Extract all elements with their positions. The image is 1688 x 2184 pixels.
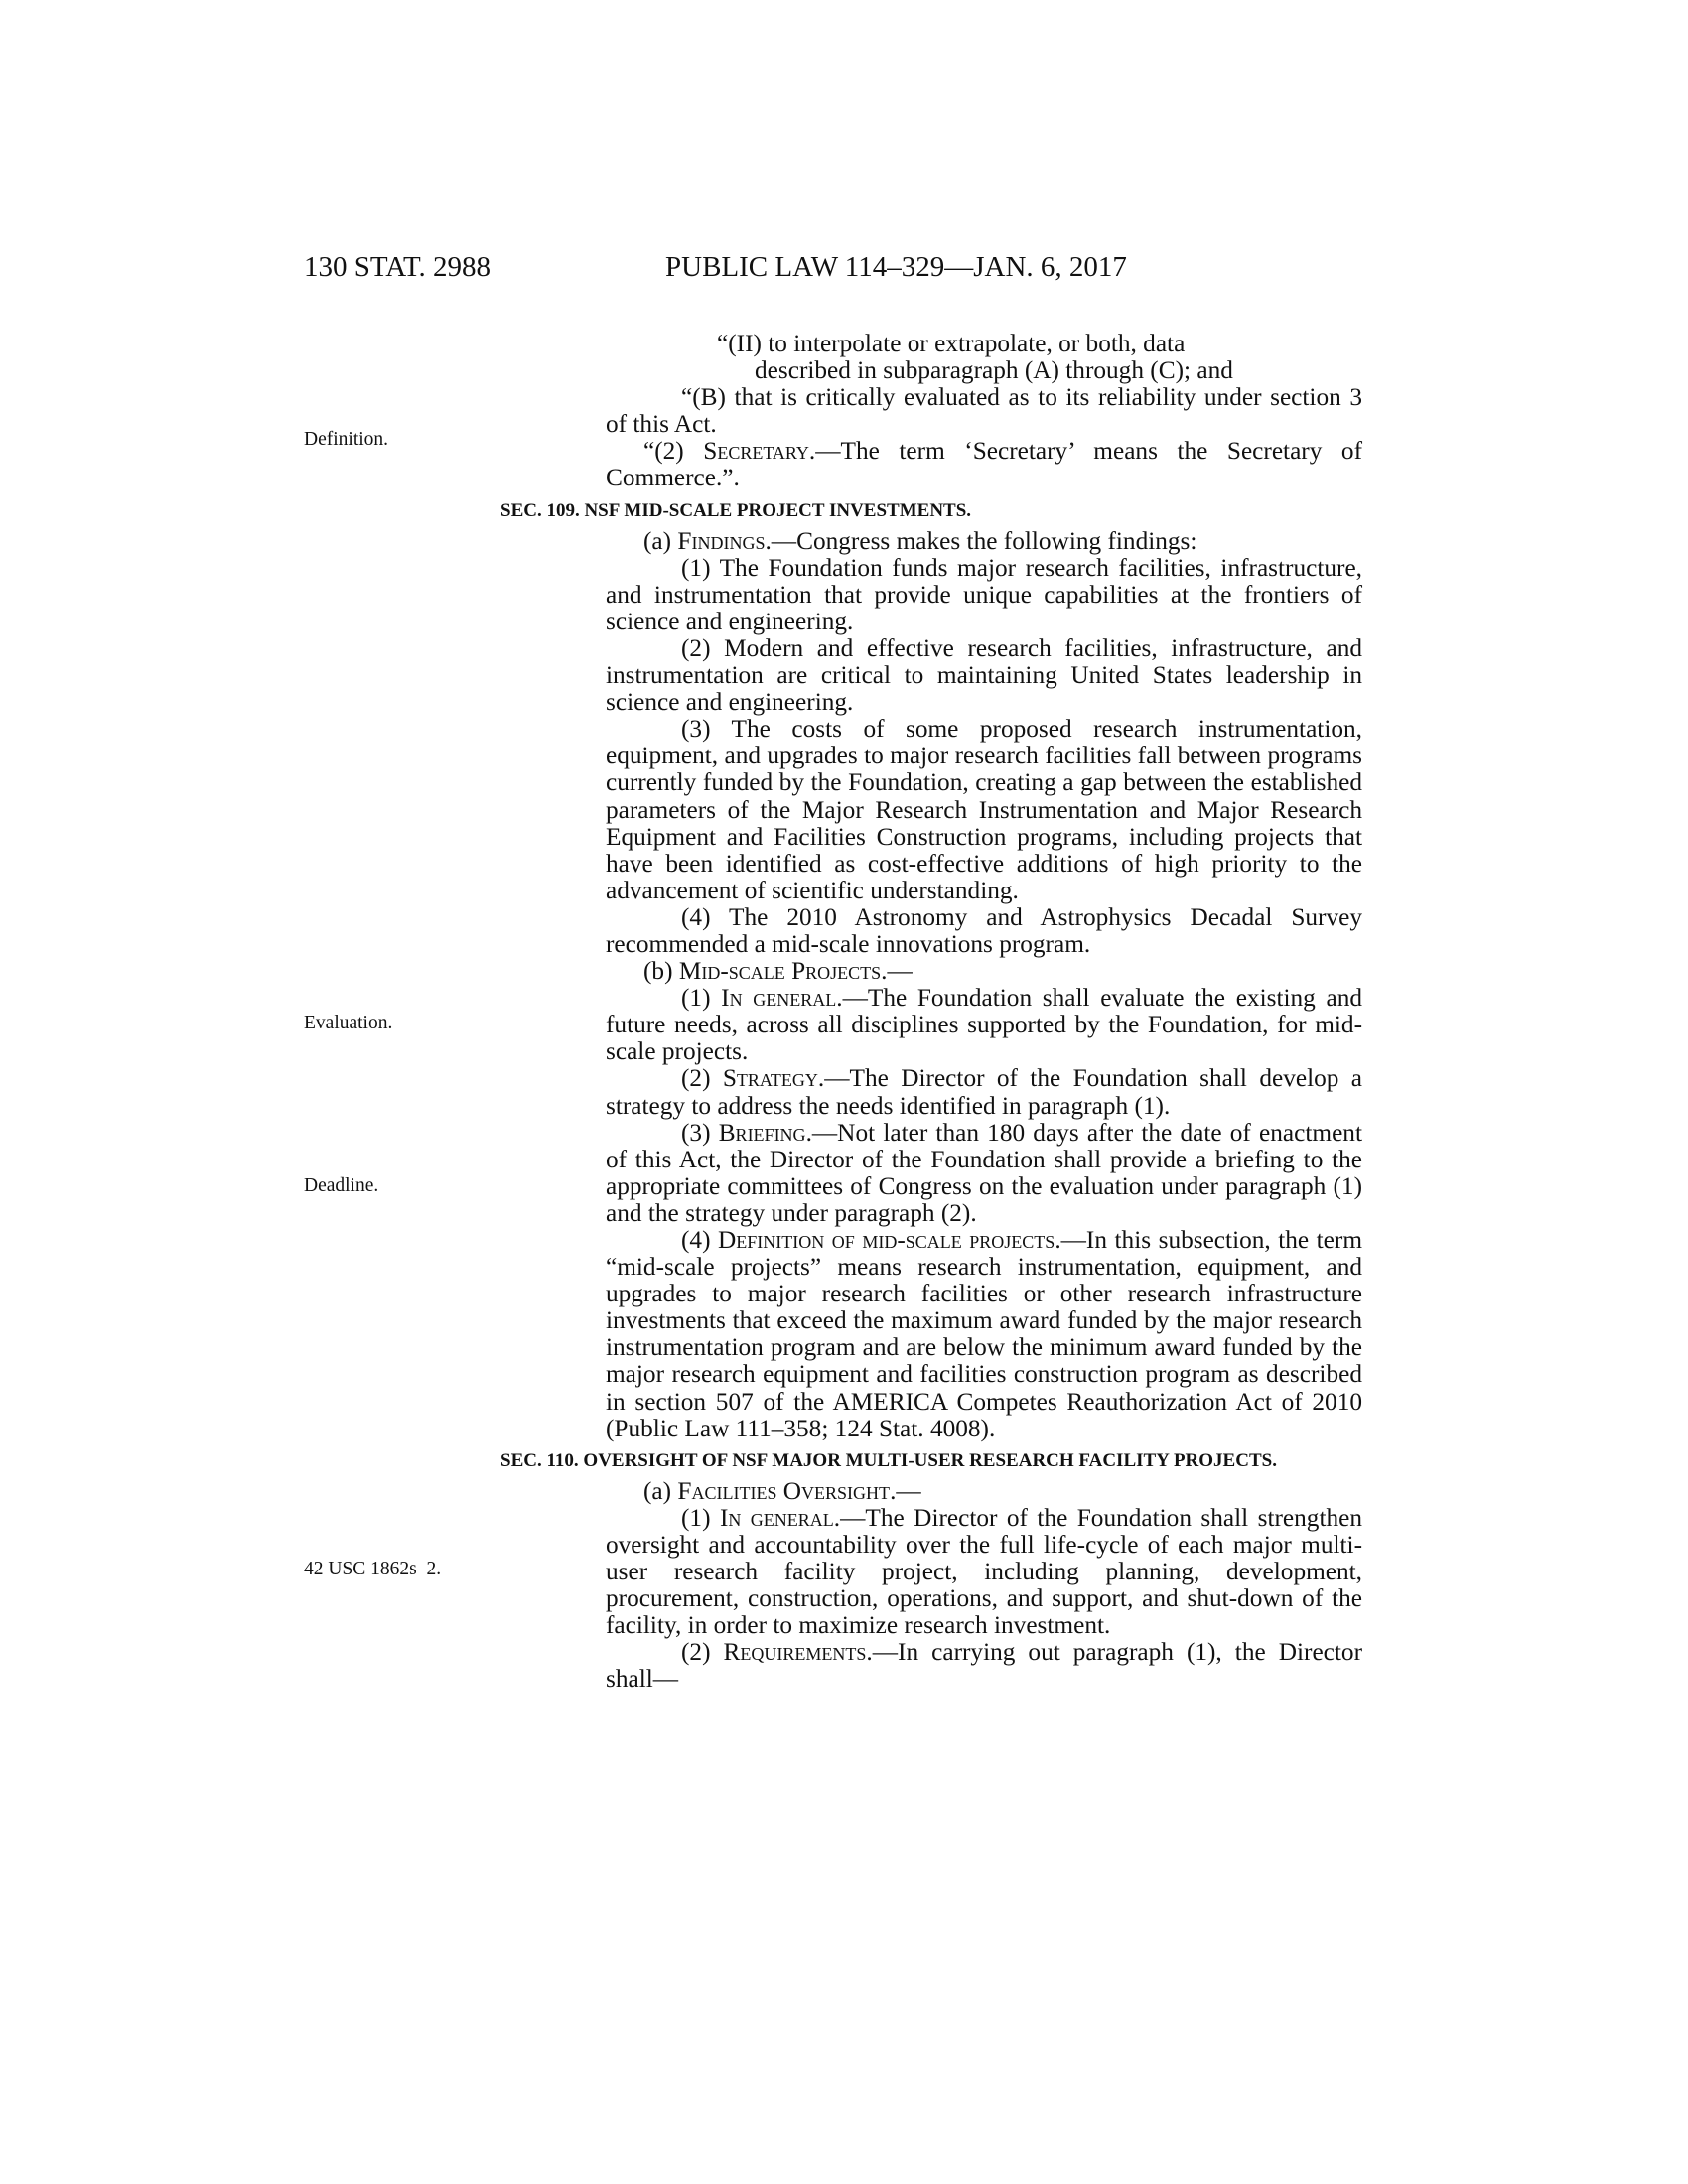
margin-note-usc: 42 USC 1862s–2. (304, 1559, 442, 1579)
text-run: (1) (681, 1503, 720, 1532)
small-caps-heading: In general (721, 984, 837, 1013)
text-run: (3) (681, 1118, 719, 1147)
text-run: .—The Director of the Foundation shall develop a strategy to address the needs identified in paragraph (1). (606, 1064, 1362, 1120)
text-run: (4) (681, 1226, 719, 1254)
text-run: .—The Foundation shall evaluate the existing and future needs, across all disciplines supported by the Foundation, for mid-scale projects. (606, 984, 1362, 1066)
paragraph: (1) The Foundation funds major research facilities, infrastructure, and instrumentation that provide unique capabilities at the frontiers of science and engineering. (606, 553, 1362, 635)
small-caps-heading: Definition of mid-scale projects (718, 1226, 1055, 1254)
text-run: “(II) to interpolate or extrapolate, or both, data (717, 330, 1186, 357)
paragraph (606, 331, 1362, 384)
margin-note-evaluation: Evaluation. (304, 1013, 393, 1033)
small-caps-heading: In general (719, 1503, 834, 1532)
small-caps-heading: Requirements (723, 1638, 867, 1667)
margin-note-definition: Definition. (304, 429, 389, 450)
text-run: .— (890, 1476, 921, 1505)
paragraph (606, 985, 1362, 1065)
public-law-title: PUBLIC LAW 114–329—JAN. 6, 2017 (665, 251, 1127, 283)
text-run: described in subparagraph (A) through (C); and (755, 356, 1233, 385)
paragraph (606, 384, 1362, 438)
text-run: .—The term ‘Secretary’ means the Secretary of Commerce.”. (606, 437, 1362, 492)
paragraph: (2) Modern and effective research facilities, infrastructure, and instrumentation are critical to maintaining United States leadership in science and engineering. (606, 633, 1362, 717)
paragraph (606, 438, 1362, 491)
text-run: .—In this subsection, the term “mid-scale projects” means research instrumentation, equipment, and upgrades to major research facilities or other research infrastructure investments that exceed the maximum award funded by the major research instrumentation program and are below the minimum award funded by the major research equipment and facilities construction program as described in section 507 of the AMERICA Competes Reauthorization Act of 2010 (Public Law 111–358; 124 Stat. 4008). (606, 1226, 1363, 1442)
text-run: “(2) (643, 437, 704, 466)
small-caps-heading: Facilities Oversight (677, 1476, 891, 1505)
text-run: (1) (681, 984, 722, 1013)
text-run: (a) (643, 1476, 678, 1505)
small-caps-heading: Strategy (722, 1064, 818, 1093)
paragraph (606, 528, 1362, 555)
stat-page-number: 130 STAT. 2988 (304, 251, 492, 283)
text-run: (2) (681, 1638, 724, 1667)
text-run: .—In carrying out paragraph (1), the Director shall— (606, 1638, 1362, 1694)
text-run: (a) (643, 526, 678, 555)
text-run: “(B) that is critically evaluated as to its reliability under section 3 of this Act. (606, 383, 1362, 439)
text-run: .— (881, 957, 913, 986)
document-body (500, 330, 1363, 1694)
text-run: (b) (643, 957, 679, 986)
paragraph: (4) The 2010 Astronomy and Astrophysics Decadal Survey recommended a mid-scale innovations program. (606, 902, 1362, 958)
text-run: .—The Director of the Foundation shall strengthen oversight and accountability over the full life-cycle of each major multi-user research facility project, including planning, development, procurement, construction, operations, and support, and shut-down of the facility, in order to maximize research investment. (606, 1503, 1362, 1640)
paragraph (606, 1065, 1362, 1119)
paragraph (606, 1639, 1362, 1693)
small-caps-heading: Briefing (718, 1118, 806, 1147)
section-heading: SEC. 110. OVERSIGHT OF NSF MAJOR MULTI-USER RESEARCH FACILITY PROJECTS. (500, 1449, 1277, 1471)
text-run: .—Not later than 180 days after the date of enactment of this Act, the Director of the Foundation shall provide a briefing to the appropriate committees of Congress on the evaluation under paragraph (1) and the strategy under paragraph (2). (606, 1118, 1362, 1227)
margin-note-deadline: Deadline. (304, 1175, 379, 1196)
text-run: (2) (681, 1064, 723, 1093)
paragraph (606, 958, 1362, 985)
small-caps-heading: Findings (677, 526, 766, 555)
text-run: .—Congress makes the following findings: (765, 526, 1197, 555)
paragraph (606, 1478, 1362, 1505)
small-caps-heading: Mid-scale Projects (678, 957, 882, 986)
paragraph: (3) The costs of some proposed research instrumentation, equipment, and upgrades to major research facilities fall between programs currently funded by the Foundation, creating a gap between the established parameters of the Major Research Instrumentation and Major Research Equipment and Facilities Construction programs, including projects that have been identified as cost-effective additions of high priority to the advancement of scientific understanding. (606, 715, 1362, 904)
paragraph (606, 1227, 1362, 1442)
small-caps-heading: Secretary (703, 437, 809, 466)
section-heading: SEC. 109. NSF MID-SCALE PROJECT INVESTMENTS. (500, 499, 972, 521)
paragraph (606, 1120, 1362, 1227)
page-header (0, 251, 1688, 291)
paragraph (606, 1505, 1362, 1639)
